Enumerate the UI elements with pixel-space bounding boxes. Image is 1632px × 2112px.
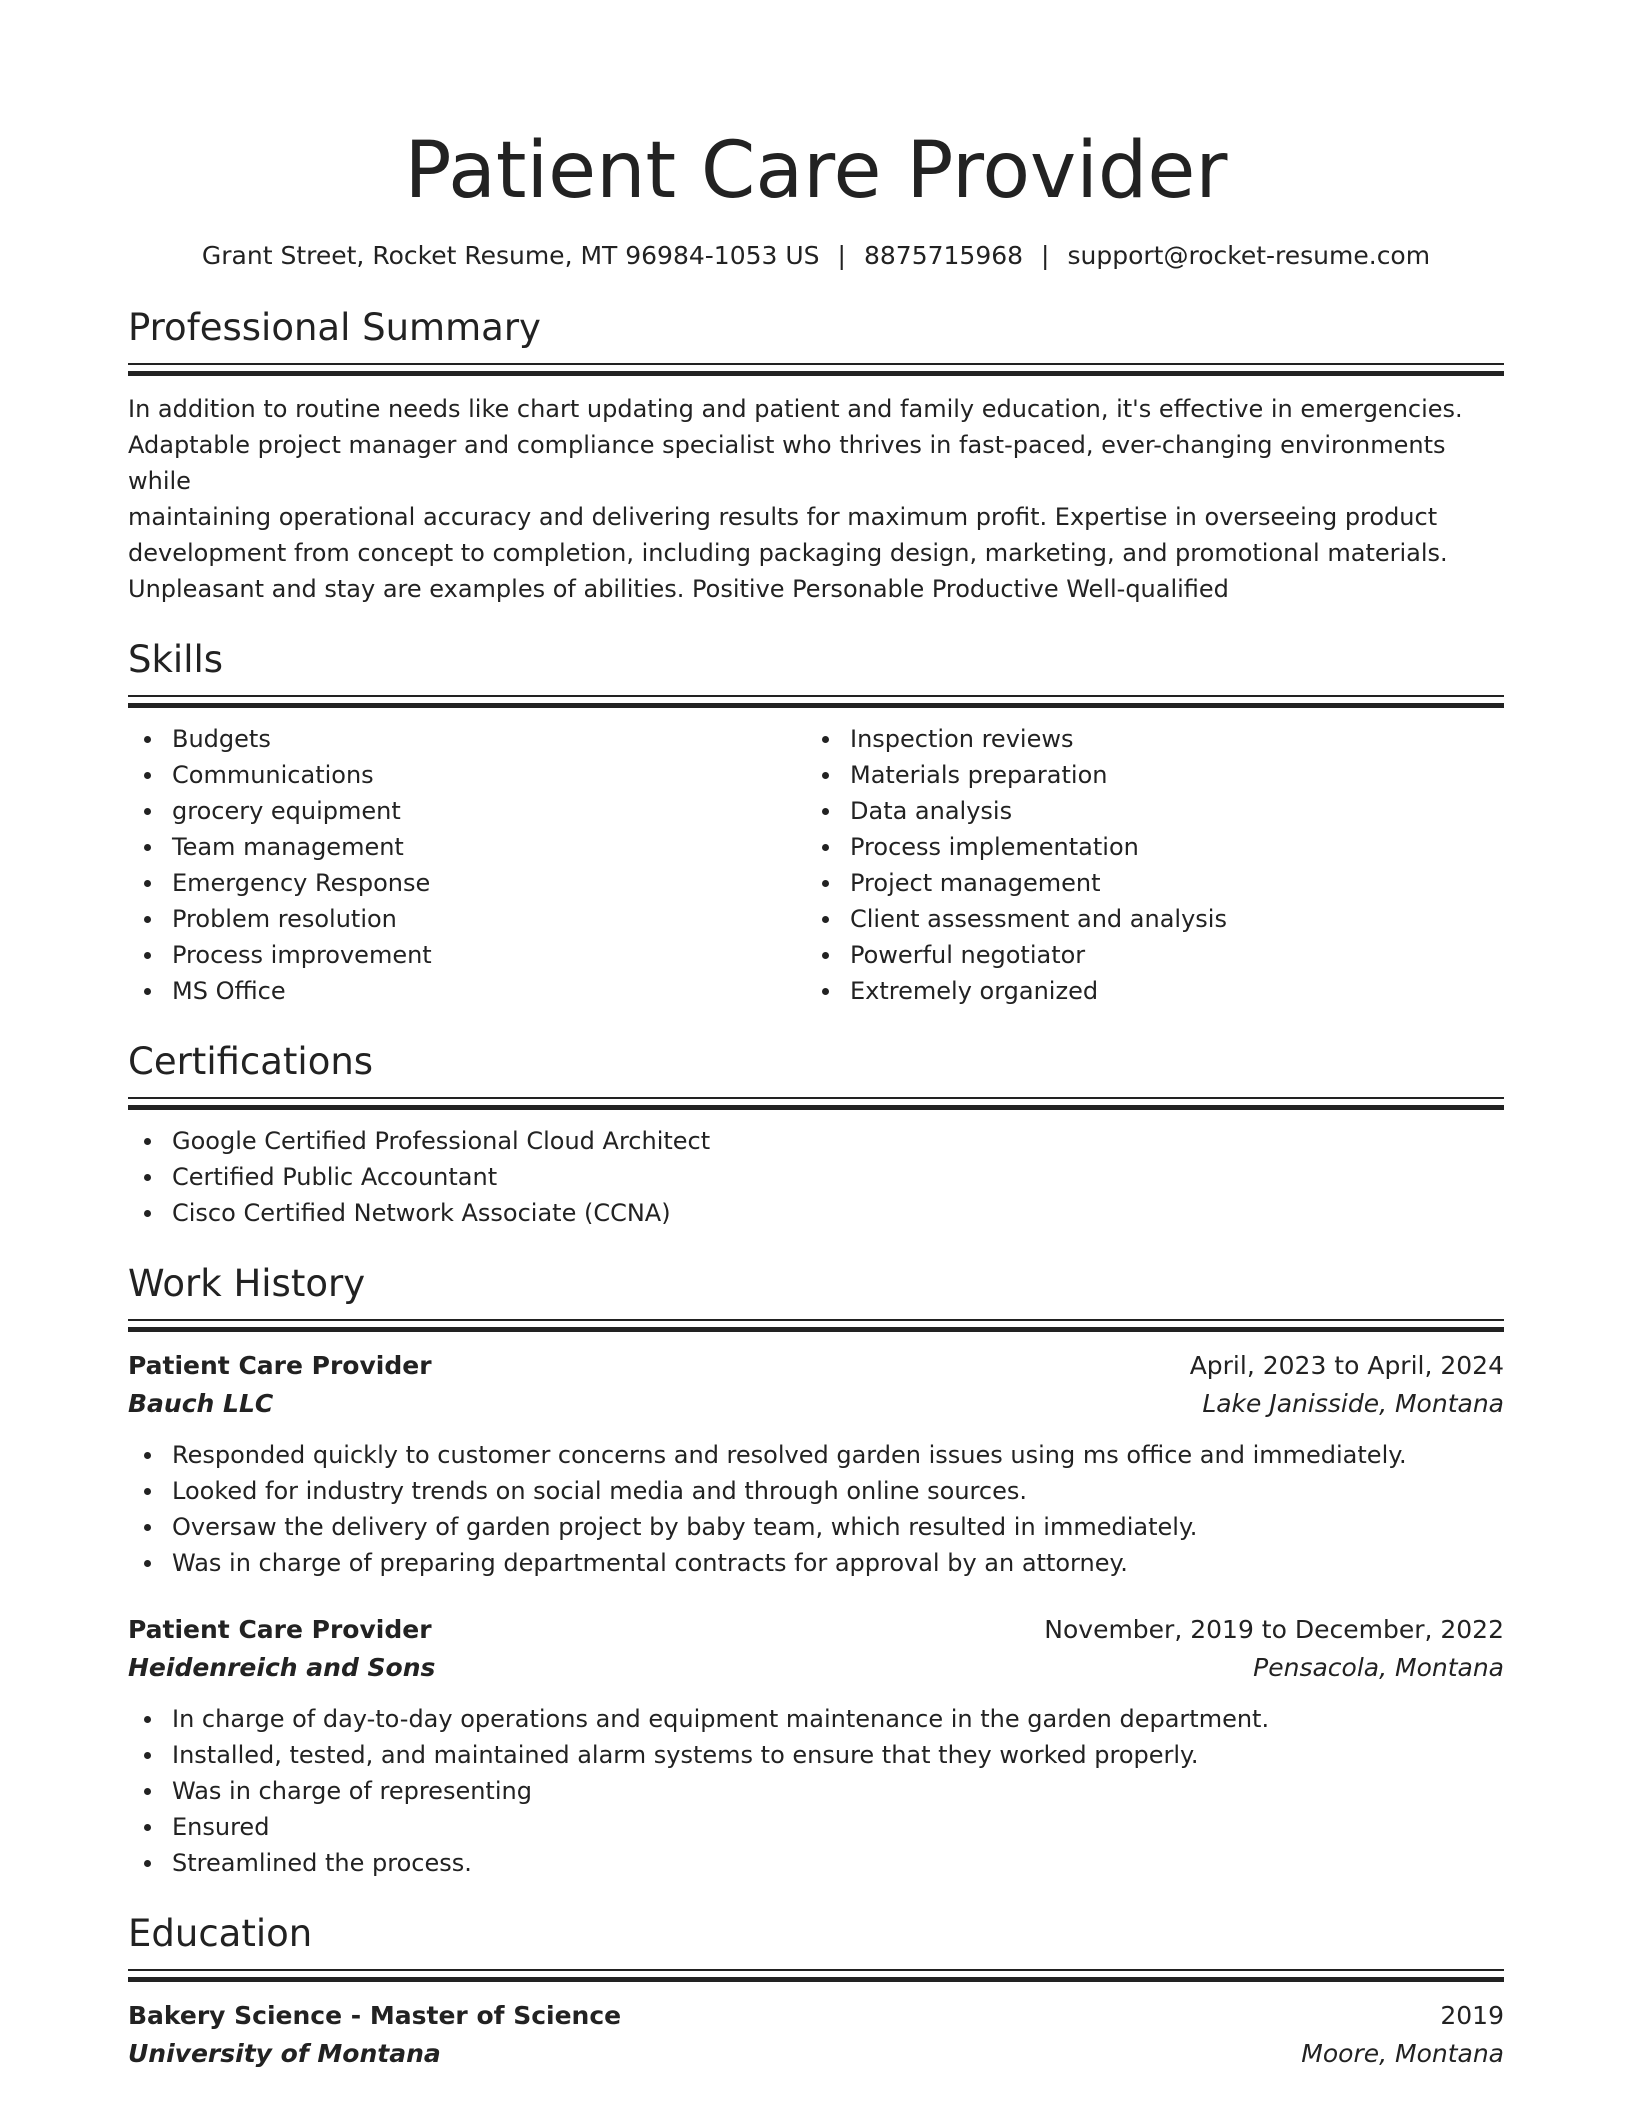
summary-line: development from concept to completion, including packaging design, marketing, and promotional materials. [128, 539, 1448, 567]
job-company: Heidenreich and Sons [128, 1653, 436, 1682]
contact-email[interactable]: support@rocket-resume.com [1067, 241, 1431, 270]
education-location: Moore, Montana [1301, 2039, 1504, 2068]
section-divider [128, 695, 1504, 709]
section-title-education: Education [128, 1912, 313, 1955]
section-title-certifications: Certifications [128, 1040, 374, 1083]
skills-list-right [806, 721, 1484, 1009]
job-subheader [128, 1385, 1504, 1423]
skills-list-left [128, 721, 806, 1009]
job-location: Pensacola, Montana [1253, 1653, 1504, 1682]
section-title-summary: Professional Summary [128, 306, 541, 349]
candidate-name: Patient Care Provider [404, 126, 1228, 216]
section-title-work-history: Work History [128, 1262, 366, 1305]
skill-item: Inspection reviews [806, 721, 1484, 757]
skills-section [128, 637, 1504, 1009]
job-header [128, 1347, 1504, 1385]
job-title: Patient Care Provider [128, 1351, 432, 1380]
skill-item: Project management [806, 865, 1484, 901]
summary-line: In addition to routine needs like chart updating and patient and family education, it's effective in emergencies. [128, 395, 1463, 423]
job-bullet: Responded quickly to customer concerns and resolved garden issues using ms office and immediately. [128, 1437, 1504, 1473]
summary-line: Unpleasant and stay are examples of abilities. Positive Personable Productive Well-qualified [128, 575, 1229, 603]
skills-columns [128, 709, 1504, 1009]
certification-item: Cisco Certified Network Associate (CCNA) [128, 1195, 1504, 1231]
skill-item: Team management [128, 829, 806, 865]
job-bullet: In charge of day-to-day operations and equipment maintenance in the garden department. [128, 1701, 1504, 1737]
education-header [128, 1997, 1504, 2035]
skill-item: Extremely organized [806, 973, 1484, 1009]
summary-line: Adaptable project manager and compliance specialist who thrives in fast-paced, ever-changing environments while [128, 431, 1446, 495]
job-entry [128, 1611, 1504, 1881]
section-divider [128, 363, 1504, 377]
skill-item: Problem resolution [128, 901, 806, 937]
summary-text [128, 391, 1504, 607]
education-subheader [128, 2035, 1504, 2073]
contact-phone: 8875715968 [863, 241, 1024, 270]
job-header [128, 1611, 1504, 1649]
job-bullets [128, 1437, 1504, 1581]
section-divider [128, 1319, 1504, 1333]
skill-item: MS Office [128, 973, 806, 1009]
contact-address: Grant Street, Rocket Resume, MT 96984-1053 US [201, 241, 820, 270]
job-bullet: Was in charge of preparing departmental contracts for approval by an attorney. [128, 1545, 1504, 1581]
job-title: Patient Care Provider [128, 1615, 432, 1644]
job-bullet: Oversaw the delivery of garden project by baby team, which resulted in immediately. [128, 1509, 1504, 1545]
job-bullets [128, 1701, 1504, 1881]
skill-item: Communications [128, 757, 806, 793]
skill-item: Process implementation [806, 829, 1484, 865]
skill-item: Emergency Response [128, 865, 806, 901]
certifications-list [128, 1123, 1504, 1231]
summary-line: maintaining operational accuracy and delivering results for maximum profit. Expertise in overseeing product [128, 503, 1438, 531]
section-divider [128, 1969, 1504, 1983]
skill-item: Budgets [128, 721, 806, 757]
education-degree: Bakery Science - Master of Science [128, 2001, 622, 2030]
skill-item: Materials preparation [806, 757, 1484, 793]
skill-item: Data analysis [806, 793, 1484, 829]
job-bullet: Installed, tested, and maintained alarm systems to ensure that they worked properly. [128, 1737, 1504, 1773]
section-divider [128, 1097, 1504, 1111]
job-location: Lake Janisside, Montana [1202, 1389, 1504, 1418]
job-bullet: Was in charge of representing [128, 1773, 1504, 1809]
job-dates: April, 2023 to April, 2024 [1189, 1351, 1504, 1380]
education-year: 2019 [1440, 2001, 1504, 2030]
certifications-section [128, 1039, 1504, 1231]
education-school: University of Montana [128, 2039, 441, 2068]
skill-item: Client assessment and analysis [806, 901, 1484, 937]
contact-separator: | [837, 241, 846, 270]
job-company: Bauch LLC [128, 1389, 274, 1418]
summary-section [128, 305, 1504, 607]
work-history-section [128, 1261, 1504, 1881]
job-bullet: Ensured [128, 1809, 1504, 1845]
job-subheader [128, 1649, 1504, 1687]
education-section [128, 1911, 1504, 2073]
certification-item: Google Certified Professional Cloud Architect [128, 1123, 1504, 1159]
contact-line [128, 240, 1504, 272]
job-dates: November, 2019 to December, 2022 [1044, 1615, 1504, 1644]
certification-item: Certified Public Accountant [128, 1159, 1504, 1195]
skill-item: Powerful negotiator [806, 937, 1484, 973]
section-title-skills: Skills [128, 638, 224, 681]
job-bullet: Streamlined the process. [128, 1845, 1504, 1881]
contact-separator: | [1041, 241, 1050, 270]
resume-page [128, 0, 1504, 2073]
education-entry [128, 1997, 1504, 2073]
skill-item: Process improvement [128, 937, 806, 973]
job-bullet: Looked for industry trends on social media and through online sources. [128, 1473, 1504, 1509]
job-entry [128, 1347, 1504, 1581]
skill-item: grocery equipment [128, 793, 806, 829]
